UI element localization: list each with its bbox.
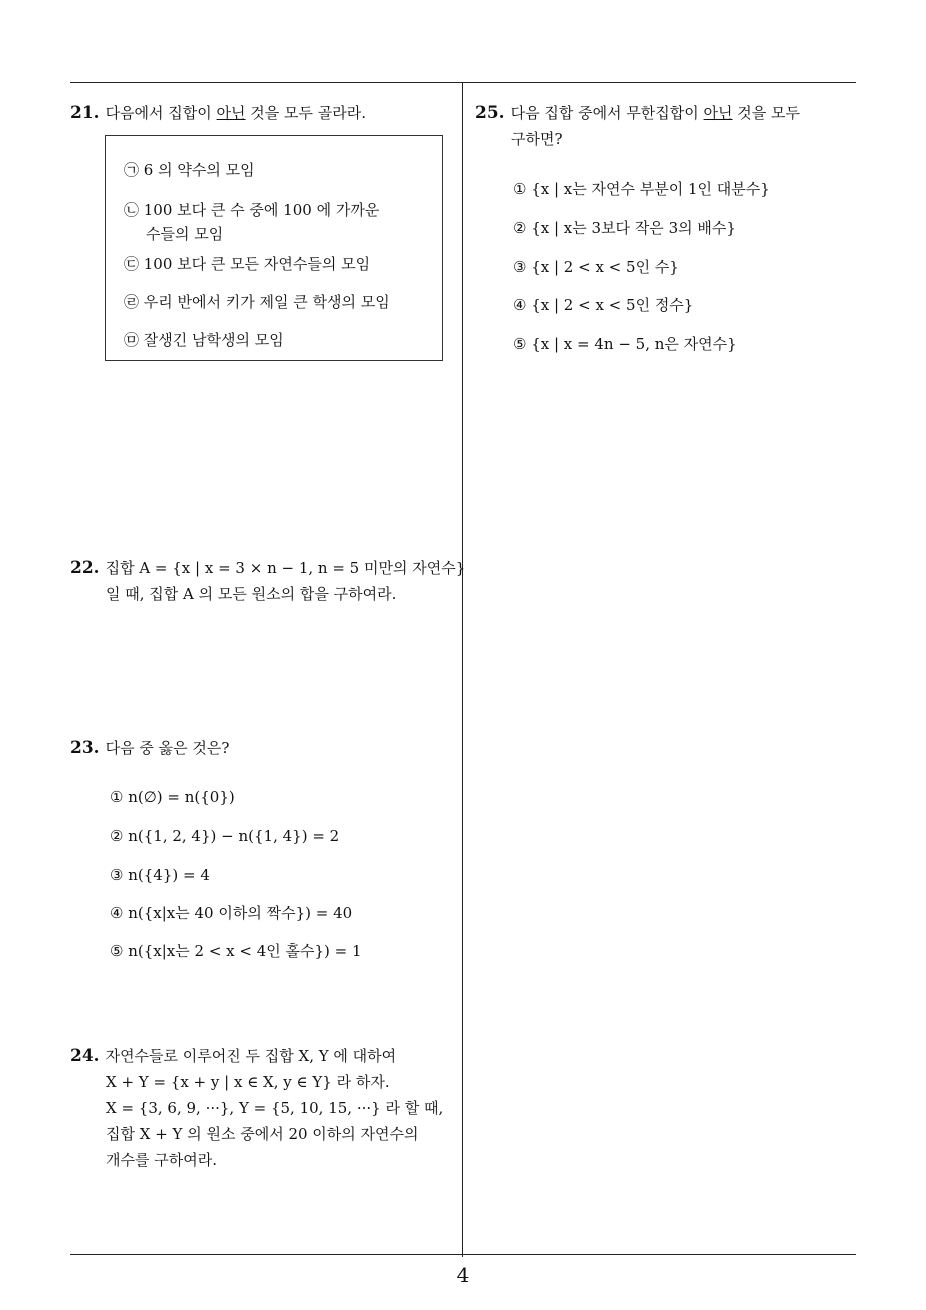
- question-line-4: 집합 X + Y 의 원소 중에서 20 이하의 자연수의: [106, 1125, 419, 1143]
- question-21: [70, 100, 366, 126]
- page-number: 4: [456, 1263, 470, 1287]
- q25-choice-2: ② {x | x는 3보다 작은 3의 배수}: [513, 219, 736, 237]
- q25-choice-3: ③ {x | 2 < x < 5인 수}: [513, 258, 679, 276]
- question-line-2: 일 때, 집합 A 의 모든 원소의 합을 구하여라.: [106, 585, 397, 603]
- question-line-3: X = {3, 6, 9, ···}, Y = {5, 10, 15, ···} 라 할 때,: [106, 1099, 444, 1117]
- q25-choice-5: ⑤ {x | x = 4n − 5, n은 자연수}: [513, 335, 737, 353]
- question-text-end: 것을 모두: [732, 104, 801, 122]
- q23-choice-1: ① n(∅) = n({0}): [110, 788, 235, 806]
- question-line-1: 자연수들로 이루어진 두 집합 X, Y 에 대하여: [105, 1047, 397, 1065]
- question-text: 다음 중 옳은 것은?: [105, 739, 230, 757]
- underlined-word: 아닌: [703, 104, 733, 122]
- q23-choice-4: ④ n({x|x는 40 이하의 짝수}) = 40: [110, 904, 353, 922]
- q23-choice-5: ⑤ n({x|x는 2 < x < 4인 홀수}) = 1: [110, 942, 362, 960]
- box-item-1: ㉠ 6 의 약수의 모임: [124, 161, 255, 179]
- q23-choice-2: ② n({1, 2, 4}) − n({1, 4}) = 2: [110, 827, 340, 845]
- question-line-1: 집합 A = {x | x = 3 × n − 1, n = 5 미만의 자연수}: [105, 559, 466, 577]
- bottom-rule: [70, 1254, 856, 1255]
- question-text: 다음에서 집합이: [105, 104, 217, 122]
- question-number: 21.: [70, 103, 100, 123]
- box-item-2-cont: 수들의 모임: [146, 225, 224, 243]
- underlined-word: 아닌: [216, 104, 246, 122]
- question-number: 23.: [70, 738, 100, 758]
- question-24: [70, 1043, 443, 1173]
- question-number: 24.: [70, 1046, 100, 1066]
- box-item-4: ㉣ 우리 반에서 키가 제일 큰 학생의 모임: [124, 293, 390, 311]
- question-text-end: 것을 모두 골라라.: [245, 104, 367, 122]
- question-22: [70, 555, 465, 607]
- box-item-5: ㉤ 잘생긴 남학생의 모임: [124, 331, 284, 349]
- question-number: 22.: [70, 558, 100, 578]
- q23-choice-3: ③ n({4}) = 4: [110, 866, 210, 884]
- column-divider: [462, 82, 463, 1257]
- question-21-box: [105, 135, 443, 361]
- question-23: [70, 735, 229, 761]
- question-line-2: X + Y = {x + y | x ∈ X, y ∈ Y} 라 하자.: [106, 1073, 390, 1091]
- question-text: 다음 집합 중에서 무한집합이: [510, 104, 704, 122]
- box-item-3: ㉢ 100 보다 큰 모든 자연수들의 모임: [124, 255, 371, 273]
- question-line-5: 개수를 구하여라.: [106, 1151, 217, 1169]
- question-line-2: 구하면?: [511, 130, 563, 148]
- q25-choice-1: ① {x | x는 자연수 부분이 1인 대분수}: [513, 180, 770, 198]
- q25-choice-4: ④ {x | 2 < x < 5인 정수}: [513, 296, 694, 314]
- box-item-2: ㉡ 100 보다 큰 수 중에 100 에 가까운: [124, 201, 380, 219]
- top-rule: [70, 82, 856, 83]
- question-number: 25.: [475, 103, 505, 123]
- question-25: [475, 100, 800, 152]
